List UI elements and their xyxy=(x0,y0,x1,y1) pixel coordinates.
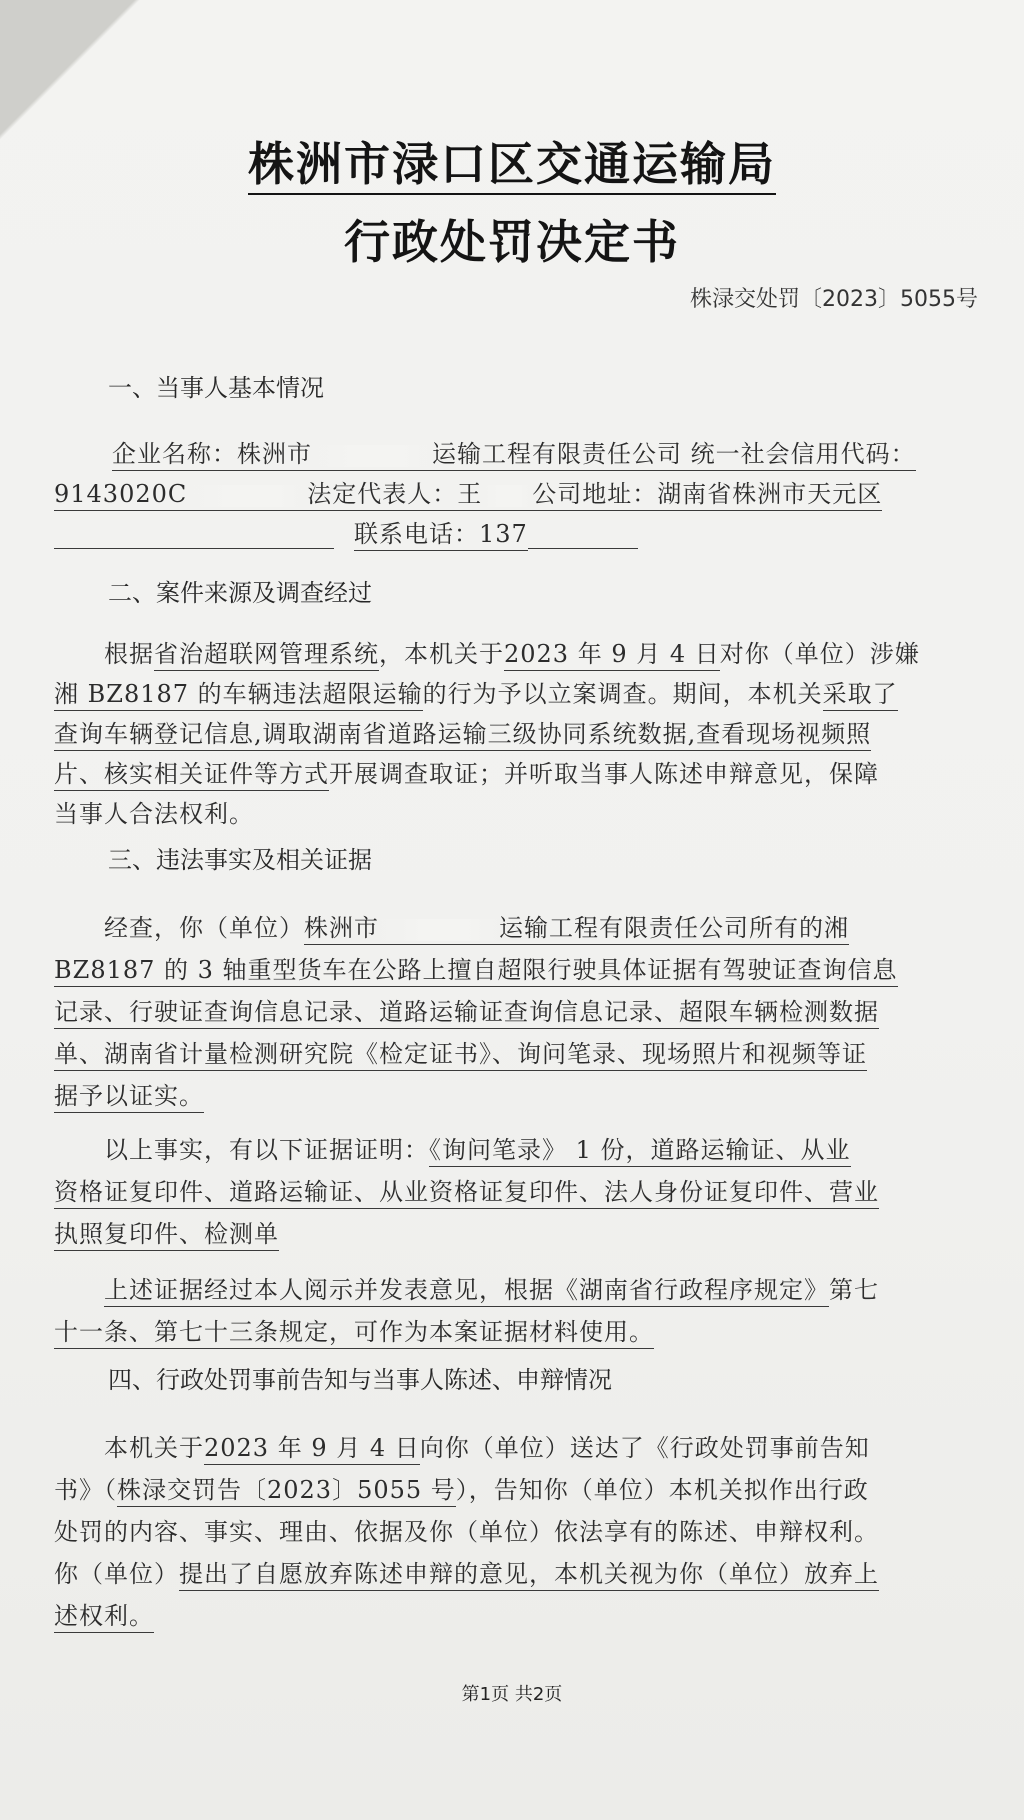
s2-line-4: 片、核实相关证件等方式开展调查取证；并听取当事人陈述申辩意见，保障 xyxy=(54,754,879,789)
s1-line-3: 联系电话：137 xyxy=(54,514,658,549)
s2-line-2: 湘 BZ8187 的车辆违法超限运输的行为予以立案调查。期间，本机关采取了 xyxy=(54,674,898,709)
s3-p1-line-3: 记录、行驶证查询信息记录、道路运输证查询信息记录、超限车辆检测数据 xyxy=(54,992,879,1027)
s3-p1-line-1: 经查，你（单位）株洲市 运输工程有限责任公司所有的湘 xyxy=(104,908,849,943)
s4-line-1: 本机关于2023 年 9 月 4 日向你（单位）送达了《行政处罚事前告知 xyxy=(104,1428,870,1463)
folded-corner xyxy=(0,0,140,140)
s4-line-2: 书》（株渌交罚告〔2023〕5055 号），告知你（单位）本机关拟作出行政 xyxy=(54,1470,869,1505)
s4-line-3: 处罚的内容、事实、理由、依据及你（单位）依法享有的陈述、申辩权利。 xyxy=(54,1518,879,1546)
org-title: 株洲市渌口区交通运输局 xyxy=(0,128,1024,194)
s3-p1-line-5: 据予以证实。 xyxy=(54,1076,204,1111)
section-3-heading: 三、违法事实及相关证据 xyxy=(108,846,372,874)
doc-title: 行政处罚决定书 xyxy=(344,215,680,269)
section-1-heading: 一、当事人基本情况 xyxy=(108,374,324,402)
s2-line-5: 当事人合法权利。 xyxy=(54,800,254,828)
s1-line-2: 9143020C 法定代表人：王 公司地址：湖南省株洲市天元区 xyxy=(54,474,882,509)
section-2-heading: 二、案件来源及调查经过 xyxy=(108,579,372,607)
s3-p1-line-2: BZ8187 的 3 轴重型货车在公路上擅自超限行驶具体证据有驾驶证查询信息 xyxy=(54,950,898,985)
s4-line-4: 你（单位）提出了自愿放弃陈述申辩的意见，本机关视为你（单位）放弃上 xyxy=(54,1554,879,1589)
s1-line-1: 企业名称：株洲市 运输工程有限责任公司 统一社会信用代码： xyxy=(112,434,916,469)
s2-line-3: 查询车辆登记信息,调取湖南省道路运输三级协同系统数据,查看现场视频照 xyxy=(54,714,871,749)
section-4-heading: 四、行政处罚事前告知与当事人陈述、申辩情况 xyxy=(108,1366,612,1394)
s4-line-5: 述权利。 xyxy=(54,1596,154,1631)
s3-p2-line-2: 资格证复印件、道路运输证、从业资格证复印件、法人身份证复印件、营业 xyxy=(54,1172,879,1207)
s3-p3-line-2: 十一条、第七十三条规定，可作为本案证据材料使用。 xyxy=(54,1312,654,1347)
s2-line-1: 根据省治超联网管理系统，本机关于2023 年 9 月 4 日对你（单位）涉嫌 xyxy=(104,634,920,669)
s3-p1-line-4: 单、湖南省计量检测研究院《检定证书》、询问笔录、现场照片和视频等证 xyxy=(54,1034,867,1069)
s3-p2-line-3: 执照复印件、检测单 xyxy=(54,1214,279,1249)
page-number: 第1页 共2页 xyxy=(461,1684,563,1705)
document-number: 株渌交处罚〔2023〕5055号 xyxy=(690,287,978,312)
s3-p3-line-1: 上述证据经过本人阅示并发表意见，根据《湖南省行政程序规定》第七 xyxy=(104,1270,879,1305)
s3-p2-line-1: 以上事实，有以下证据证明：《询问笔录》 1 份，道路运输证、从业 xyxy=(104,1130,851,1165)
